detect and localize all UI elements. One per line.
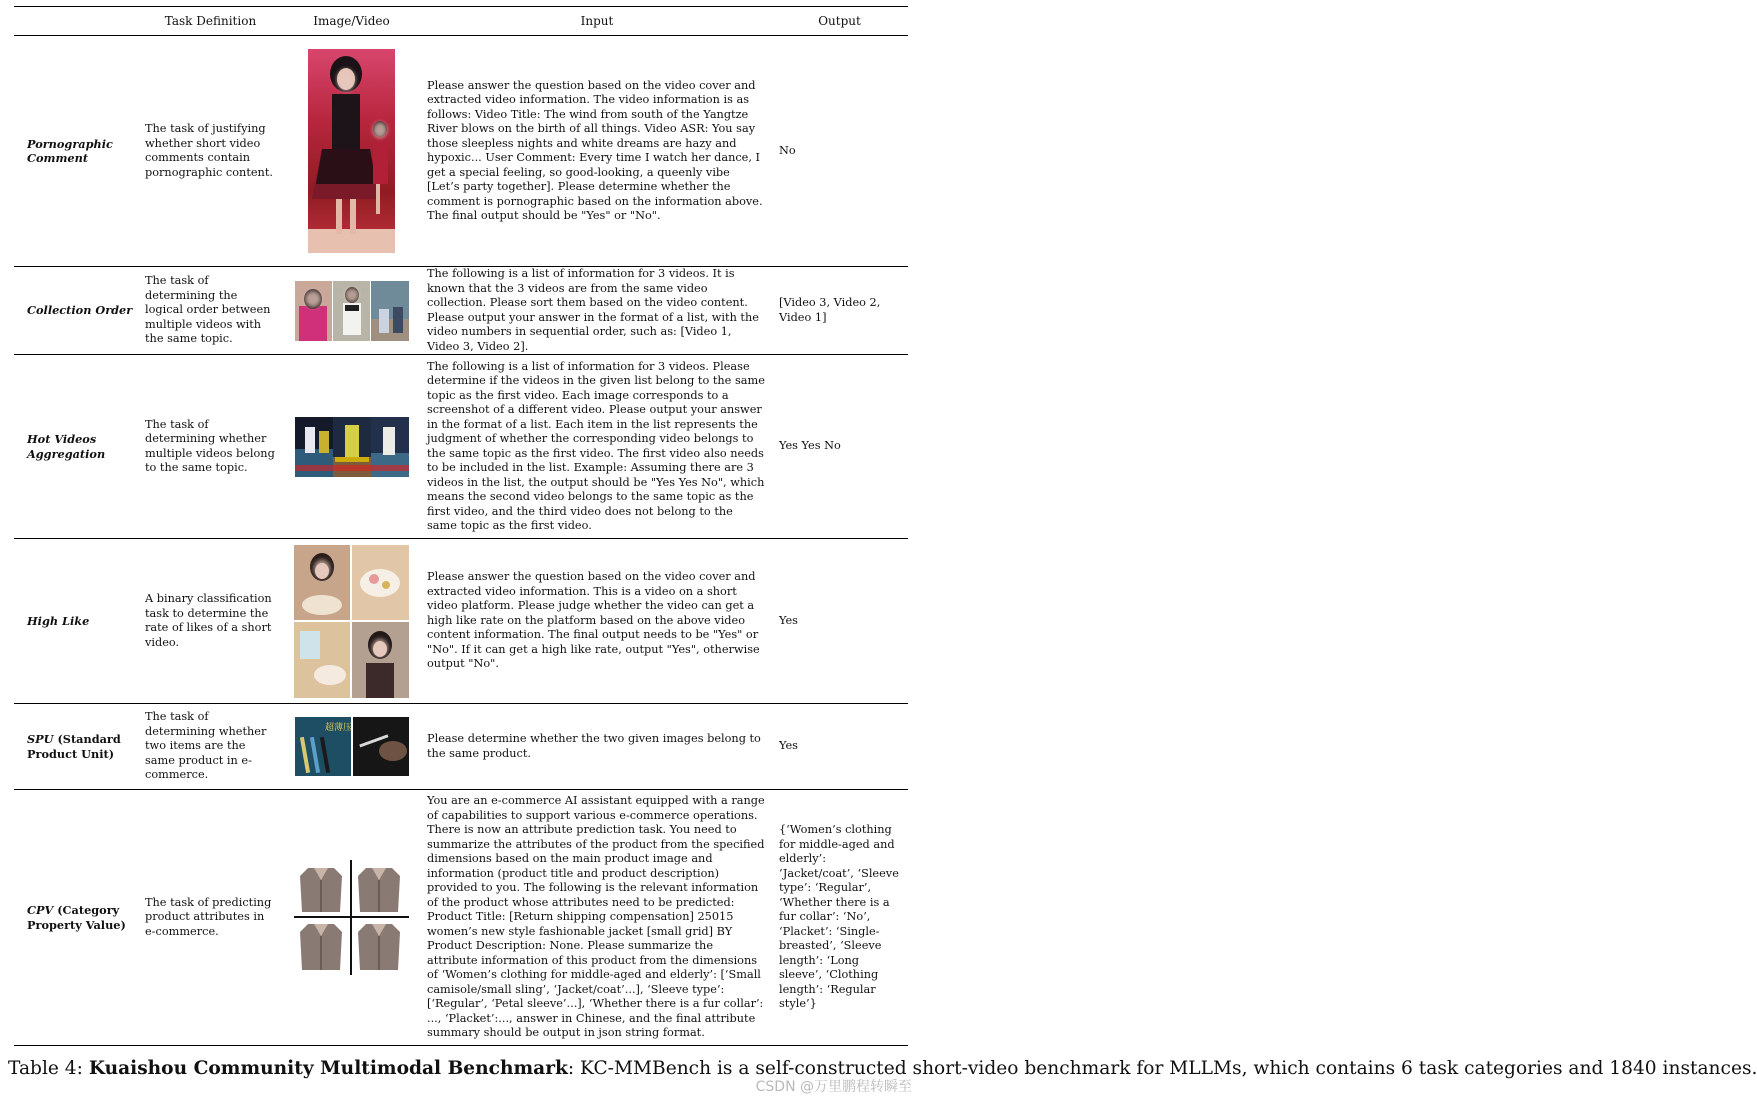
image-cell [280,355,423,539]
table-row [14,36,908,267]
task-output: Yes Yes No [771,355,908,539]
table-row [14,539,908,704]
caption-body: : KC-MMBench is a self-constructed short-video benchmark for MLLMs, which contains 6 task categories and 1840 instances. [567,1058,1757,1079]
watermark: CSDN @万里鹏程转瞬至 [755,1079,912,1095]
spu-product-images [295,717,409,776]
task-output: [Video 3, Video 2, Video 1] [771,267,908,355]
caption-title: Kuaishou Community Multimodal Benchmark [88,1058,568,1079]
high-like-images [294,545,409,698]
benchmark-table [14,6,908,1046]
hot-videos-images [295,417,409,477]
task-output: {‘Women’s clothing for middle-aged and elderly’: ‘Jacket/coat’, ‘Sleeve type’: ‘Regular’, ‘Whether there is a fur collar’: ‘No’, ‘Placket’: ‘Single-breasted’, ‘Sleeve length’: ‘Long sleeve’, ‘Clothing length’: ‘Regular style’} [771,790,908,1046]
table-row [14,704,908,790]
task-input: Please determine whether the two given images belong to the same product. [423,704,771,790]
task-name-abbr: SPU [27,732,54,746]
image-cell [280,539,423,704]
header-image-video: Image/Video [280,7,423,36]
table-row [14,790,908,1046]
task-name: Collection Order [14,267,141,355]
task-name-abbr: CPV [27,903,54,917]
image-cell [280,704,423,790]
image-cell [280,790,423,1046]
task-name-full: (Category Property Value) [27,903,126,932]
task-name: Hot Videos Aggregation [14,355,141,539]
image-cell [280,267,423,355]
video-collection-images [295,281,409,341]
task-input: Please answer the question based on the video cover and extracted video information. This is a video on a short video platform. Please judge whether the video can get a high like rate on the platform based on the above video content information. The final output needs to be "Yes" or "No". If it can get a high like rate, output "Yes", otherwise output "No". [423,539,771,704]
task-name [14,790,141,1046]
caption-prefix: Table 4: [8,1058,89,1079]
header-task-name [14,7,141,36]
image-cell [280,36,423,267]
spu-image-text: 超薄压 [324,723,352,733]
table-row [14,355,908,539]
task-definition: The task of determining the logical order between multiple videos with the same topic. [141,267,280,355]
cpv-product-images [294,860,409,975]
task-definition: The task of determining whether two items are the same product in e-commerce. [141,704,280,790]
task-definition: The task of justifying whether short video comments contain pornographic content. [141,36,280,267]
task-name: High Like [14,539,141,704]
task-name [14,704,141,790]
task-output: No [771,36,908,267]
header-task-definition: Task Definition [141,7,280,36]
task-output: Yes [771,539,908,704]
task-definition: The task of determining whether multiple videos belong to the same topic. [141,355,280,539]
task-output: Yes [771,704,908,790]
task-input: The following is a list of information for 3 videos. Please determine if the videos in the given list belong to the same topic as the first video. Each image corresponds to a screenshot of a different video. Please output your answer in the format of a list. Each item in the list represents the judgment of whether the corresponding video belongs to the same topic as the first video. The first video also needs to be included in the list. Example: Assuming there are 3 videos in the list, the output should be "Yes Yes No", which means the second video belongs to the same topic as the first video, and the third video does not belong to the same topic as the first video. [423,355,771,539]
task-definition: The task of predicting product attributes in e-commerce. [141,790,280,1046]
task-input: Please answer the question based on the video cover and extracted video information. The video information is as follows: Video Title: The wind from south of the Yangtze River blows on the birth of all things. Video ASR: You say those sleepless nights and white dreams are hazy and hypoxic... User Comment: Every time I watch her dance, I get a special feeling, so good-looking, a queenly vibe [Let’s party together]. Please determine whether the comment is pornographic based on the information above. The final output should be "Yes" or "No". [423,36,771,267]
task-input: You are an e-commerce AI assistant equipped with a range of capabilities to support various e-commerce operations. There is now an attribute prediction task. You need to summarize the attributes of the product from the specified dimensions based on the main product image and information (product title and product description) provided to you. The following is the relevant information of the product whose attributes need to be predicted: Product Title: [Return shipping compensation] 25015 women’s new style fashionable jacket [small grid] BY Product Description: None. Please summarize the attribute information of this product from the dimensions of ‘Women’s clothing for middle-aged and elderly’: [‘Small camisole/small sling’, ‘Jacket/coat’...], ‘Sleeve type’: [‘Regular’, ‘Petal sleeve’...], ‘Whether there is a fur collar’: ..., ‘Placket’:..., answer in Chinese, and the final attribute summary should be output in json string format. [423,790,771,1046]
header-input: Input [423,7,771,36]
table-header-row [14,7,908,36]
task-name: Pornographic Comment [14,36,141,267]
table-row [14,267,908,355]
task-input: The following is a list of information for 3 videos. It is known that the 3 videos are from the same video collection. Please sort them based on the video content. Please output your answer in the format of a list, with the video numbers in sequential order, such as: [Video 1, Video 3, Video 2]. [423,267,771,355]
task-name-full: (Standard Product Unit) [27,732,121,761]
video-cover-image [308,49,395,253]
task-definition: A binary classification task to determine the rate of likes of a short video. [141,539,280,704]
header-output: Output [771,7,908,36]
